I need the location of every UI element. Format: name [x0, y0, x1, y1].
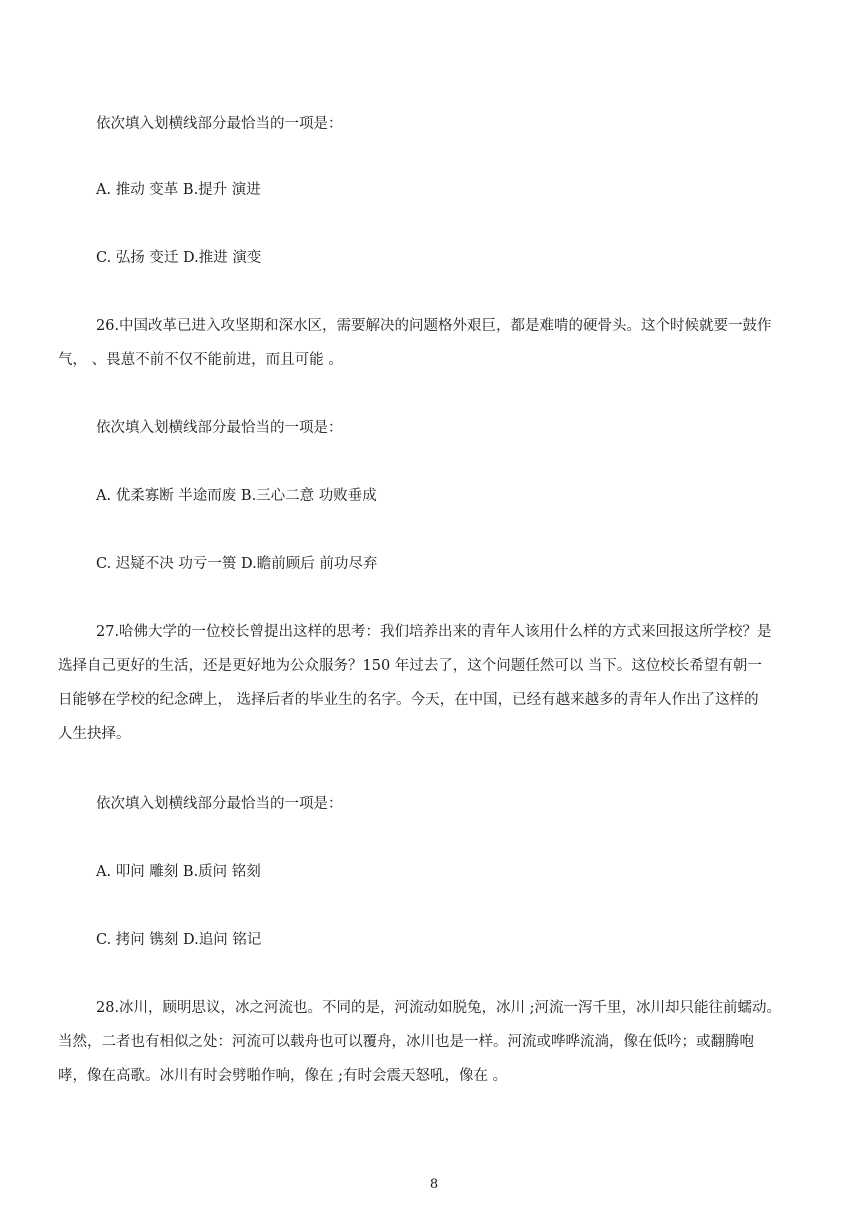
option-line: A. 推动 变革 B.提升 演进: [96, 182, 261, 198]
question-28-line-1: 28.冰川，顾明思议，冰之河流也。不同的是，河流动如脱兔，冰川 ;河流一泻千里，冰川却只能往前蠕动。: [96, 1000, 782, 1016]
option-line: C. 拷问 镌刻 D.追问 铭记: [96, 932, 262, 948]
instruction-line: 依次填入划横线部分最恰当的一项是：: [96, 420, 343, 436]
question-26-line-2: 气， 、畏葸不前不仅不能前进，而且可能 。: [58, 352, 343, 368]
question-27-line-4: 人生抉择。: [58, 726, 131, 742]
question-27-line-3: 日能够在学校的纪念碑上， 选择后者的毕业生的名字。今天，在中国，已经有越来越多的青年人作出了这样的: [58, 692, 759, 708]
option-line: C. 弘扬 变迁 D.推进 演变: [96, 250, 262, 266]
instruction-line: 依次填入划横线部分最恰当的一项是：: [96, 796, 343, 812]
page-number: 8: [429, 1177, 439, 1192]
option-line: C. 迟疑不决 功亏一篑 D.瞻前顾后 前功尽弃: [96, 556, 378, 572]
question-28-line-3: 哮，像在高歌。冰川有时会劈啪作响，像在 ;有时会震天怒吼，像在 。: [58, 1068, 508, 1084]
question-26-line-1: 26.中国改革已进入攻坚期和深水区，需要解决的问题格外艰巨，都是难啃的硬骨头。这个时候就要一鼓作: [96, 318, 772, 334]
option-line: A. 叩问 雕刻 B.质问 铭刻: [96, 864, 261, 880]
question-27-line-1: 27.哈佛大学的一位校长曾提出这样的思考：我们培养出来的青年人该用什么样的方式来回报这所学校？是: [96, 624, 772, 640]
question-27-line-2: 选择自己更好的生活，还是更好地为公众服务？150 年过去了，这个问题任然可以 当下。这位校长希望有朝一: [58, 658, 762, 674]
option-line: A. 优柔寡断 半途而废 B.三心二意 功败垂成: [96, 488, 377, 504]
instruction-line: 依次填入划横线部分最恰当的一项是：: [96, 116, 343, 132]
question-28-line-2: 当然，二者也有相似之处：河流可以载舟也可以覆舟，冰川也是一样。河流或哗哗流淌，像在低吟；或翻腾咆: [58, 1034, 754, 1050]
